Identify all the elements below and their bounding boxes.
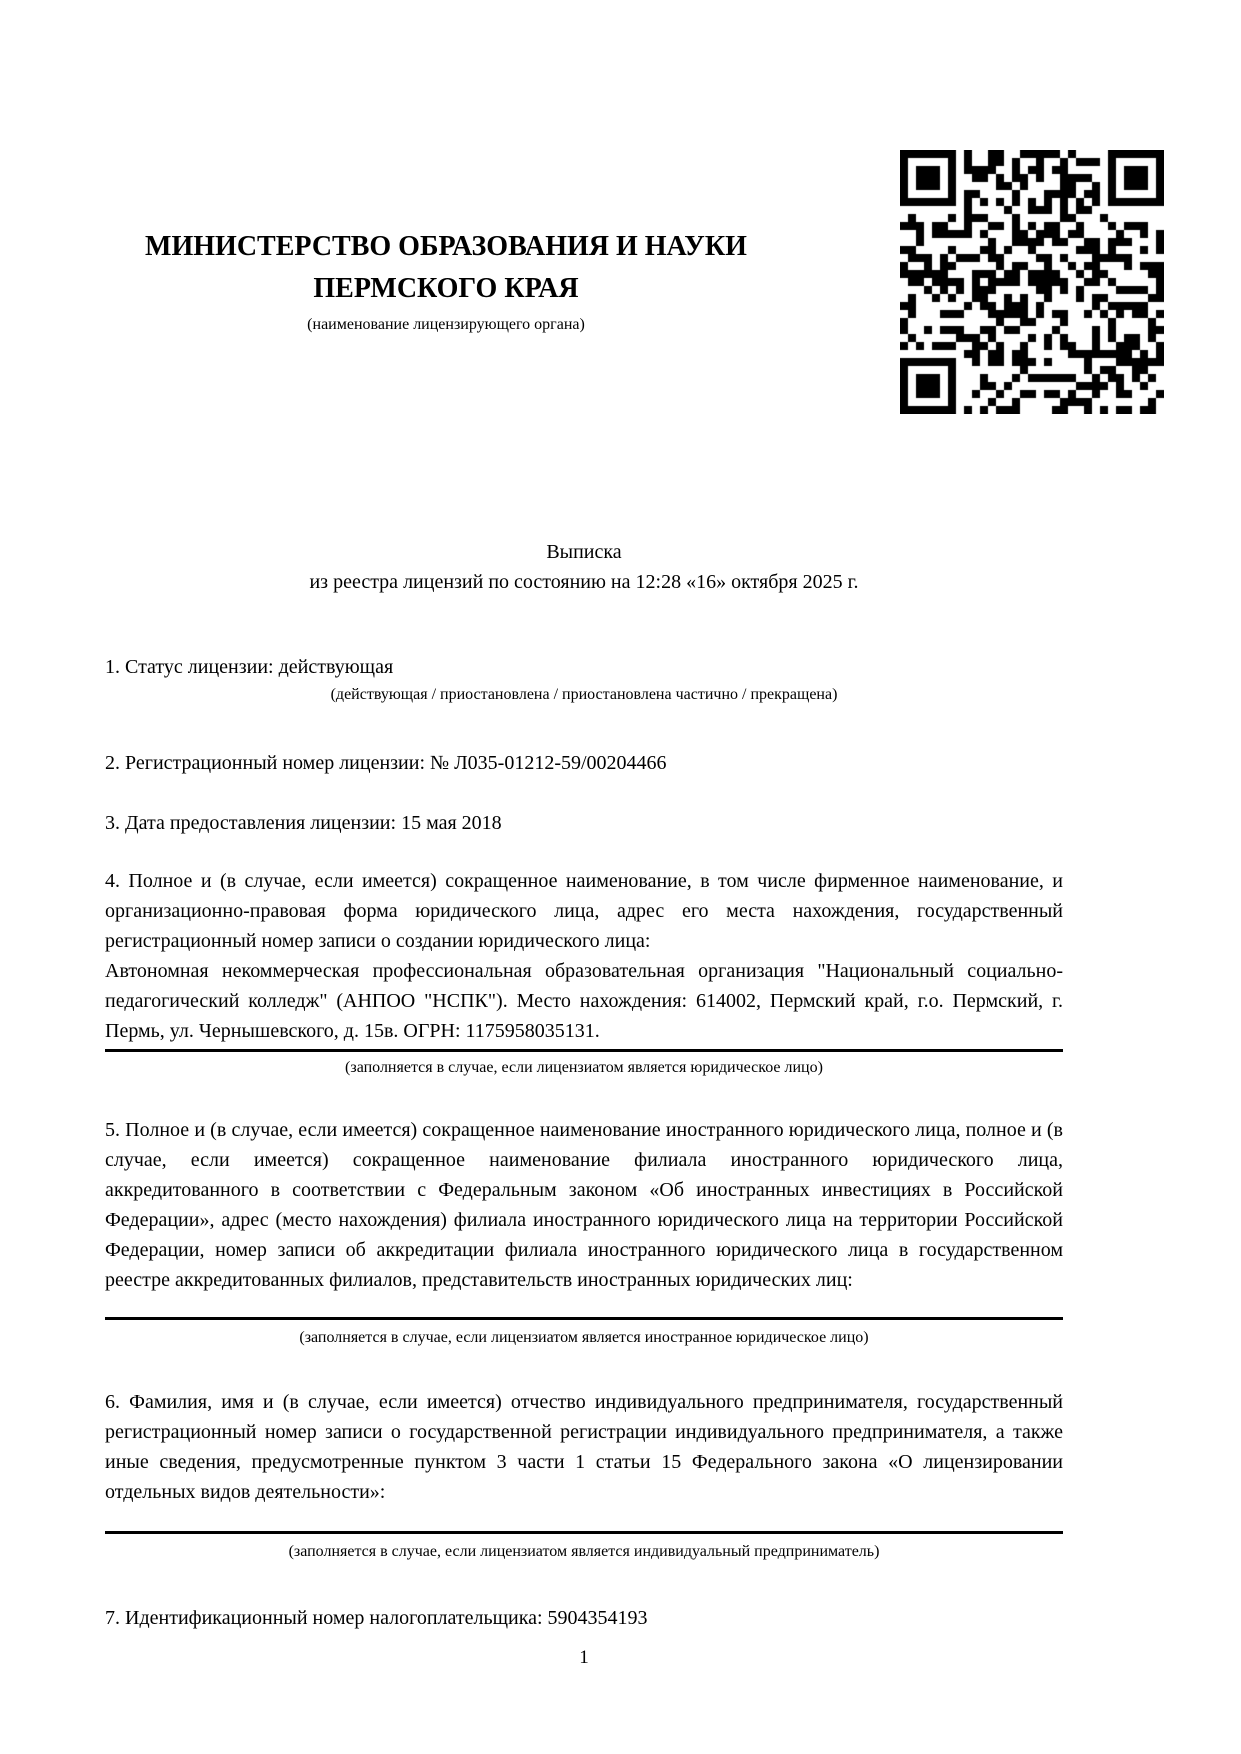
ministry-name-line1: МИНИСТЕРСТВО ОБРАЗОВАНИЯ И НАУКИ bbox=[145, 231, 747, 262]
section-license-status bbox=[105, 652, 1063, 706]
taxpayer-number-text: 7. Идентификационный номер налогоплательщика: 5904354193 bbox=[105, 1607, 648, 1629]
document-body bbox=[105, 652, 1063, 1633]
section-individual-entrepreneur bbox=[105, 1387, 1063, 1563]
page-number: 1 bbox=[579, 1647, 589, 1668]
license-status-text: 1. Статус лицензии: действующая bbox=[105, 656, 394, 678]
legal-entity-value: Автономная некоммерческая профессиональная образовательная организация "Национальный социально-педагогический колледж" (АНПОО "НСПК"). Место нахождения: 614002, Пермский край, г.о. Пермский, г. Пермь, ул. Чернышевского, д. 15в. ОГРН: 1175958035131. bbox=[105, 956, 1063, 1052]
ministry-name bbox=[100, 226, 792, 310]
ministry-name-line2: ПЕРМСКОГО КРАЯ bbox=[313, 273, 579, 304]
section-legal-entity bbox=[105, 866, 1063, 1079]
license-status-caption: (действующая / приостановлена / приостановлена частично / прекращена) bbox=[330, 686, 838, 703]
foreign-entity-label: 5. Полное и (в случае, если имеется) сокращенное наименование иностранного юридического лица, полное и (в случае, если имеется) сокращенное наименование филиала иностранного юридического лица, аккредитованного в соответствии с Федеральным законом «Об иностранных инвестициях в Российской Федерации», адрес (место нахождения) филиала иностранного юридического лица на территории Российской Федерации, номер записи об аккредитации филиала иностранного юридического лица в государственном реестре аккредитованных филиалов, представительств иностранных юридических лиц: bbox=[105, 1119, 1063, 1291]
legal-entity-caption: (заполняется в случае, если лицензиатом является юридическое лицо) bbox=[345, 1059, 823, 1076]
legal-entity-label: 4. Полное и (в случае, если имеется) сокращенное наименование, в том числе фирменное наименование, и организационно-правовая форма юридического лица, адрес его места нахождения, государственный регистрационный номер записи о создании юридического лица: bbox=[105, 870, 1063, 952]
section-registration-number bbox=[105, 748, 1063, 778]
document-title: Выписка bbox=[546, 541, 622, 563]
section-license-date bbox=[105, 808, 1063, 838]
ministry-caption: (наименование лицензирующего органа) bbox=[307, 316, 585, 333]
section-foreign-entity bbox=[105, 1115, 1063, 1349]
individual-entrepreneur-label: 6. Фамилия, имя и (в случае, если имеется) отчество индивидуального предпринимателя, государственный регистрационный номер записи о государственной регистрации индивидуального предпринимателя, а также иные сведения, предусмотренные пунктом 3 части 1 статьи 15 Федерального закона «О лицензировании отдельных видов деятельности»: bbox=[105, 1391, 1063, 1503]
registration-number-text: 2. Регистрационный номер лицензии: № Л035-01212-59/00204466 bbox=[105, 752, 667, 774]
individual-entrepreneur-caption: (заполняется в случае, если лицензиатом является индивидуальный предприниматель) bbox=[288, 1543, 880, 1560]
license-date-text: 3. Дата предоставления лицензии: 15 мая 2018 bbox=[105, 812, 502, 834]
document-subtitle: из реестра лицензий по состоянию на 12:28 «16» октября 2025 г. bbox=[309, 571, 859, 593]
document-title-block bbox=[105, 537, 1063, 597]
section-taxpayer-number bbox=[105, 1603, 1063, 1633]
foreign-entity-blank-line bbox=[105, 1317, 1063, 1320]
ministry-header bbox=[100, 226, 792, 335]
individual-entrepreneur-blank-line bbox=[105, 1531, 1063, 1534]
qr-code bbox=[900, 150, 1164, 414]
foreign-entity-caption: (заполняется в случае, если лицензиатом является иностранное юридическое лицо) bbox=[299, 1329, 869, 1346]
